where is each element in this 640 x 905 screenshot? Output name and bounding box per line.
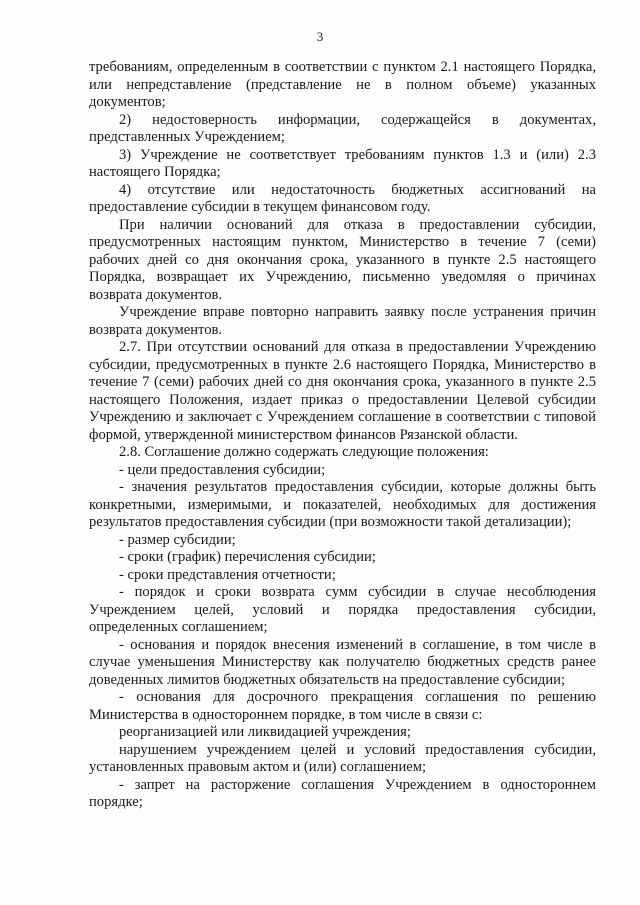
list-item: - размер субсидии;	[119, 531, 236, 548]
list-item: - запрет на расторжение соглашения Учреждением в одностороннем порядке;	[89, 776, 596, 810]
paragraph: При наличии оснований для отказа в предоставлении субсидии, предусмотренных настоящим пунктом, Министерство в течение 7 (семи) рабочих дней со дня окончания срока, указанного в пункте 2.5 настоящего Порядка, возвращает их Учреждению, письменно уведомляя о причинах возврата документов.	[89, 216, 596, 303]
document-body	[89, 59, 596, 812]
list-item: - сроки (график) перечисления субсидии;	[119, 549, 376, 565]
paragraph: 2.7. При отсутствии оснований для отказа в предоставлении Учреждению субсидии, предусмотренных в пункте 2.6 настоящего Порядка, Министерство в течение 7 (семи) рабочих дней со дня окончания срока, указанного в пункте 2.5 настоящего Положения, издает приказ о предоставлении Целевой субсидии Учреждению и заключает с Учреждением соглашение в соответствии с типовой формой, утвержденной министерством финансов Рязанской области.	[89, 339, 596, 443]
list-item: - сроки представления отчетности;	[119, 566, 336, 583]
paragraph: Учреждение вправе повторно направить заявку после устранения причин возврата документов.	[89, 304, 596, 338]
page-number: 3	[316, 29, 324, 44]
paragraph: требованиям, определенным в соответствии с пунктом 2.1 настоящего Порядка, или непредставление (представление не в полном объеме) указанных документов;	[89, 59, 596, 110]
list-item: - значения результатов предоставления субсидии, которые должны быть конкретными, измеримыми, и показателей, необходимых для достижения результатов предоставления субсидии (при возможности такой детализации);	[89, 479, 596, 530]
sub-item: реорганизацией или ликвидацией учреждения;	[119, 724, 411, 740]
paragraph: 3) Учреждение не соответствует требованиям пунктов 1.3 и (или) 2.3 настоящего Порядка;	[89, 146, 596, 180]
list-item: - основания для досрочного прекращения соглашения по решению Министерства в одностороннем порядке, в том числе в связи с:	[89, 689, 596, 723]
list-item: - порядок и сроки возврата сумм субсидии в случае несоблюдения Учреждением целей, условий и порядка предоставления субсидии, определенных соглашением;	[89, 584, 596, 635]
list-item: - основания и порядок внесения изменений в соглашение, в том числе в случае уменьшения Министерству как получателю бюджетных средств ранее доведенных лимитов бюджетных обязательств на предоставление субсидии;	[89, 636, 596, 688]
sub-item: нарушением учреждением целей и условий предоставления субсидии, установленных правовым актом и (или) соглашением;	[89, 741, 596, 775]
list-item: - цели предоставления субсидии;	[119, 461, 326, 478]
paragraph: 2) недостоверность информации, содержащейся в документах, представленных Учреждением;	[89, 111, 596, 145]
paragraph: 2.8. Соглашение должно содержать следующие положения:	[119, 444, 489, 460]
paragraph: 4) отсутствие или недостаточность бюджетных ассигнований на предоставление субсидии в текущем финансовом году.	[89, 181, 596, 215]
